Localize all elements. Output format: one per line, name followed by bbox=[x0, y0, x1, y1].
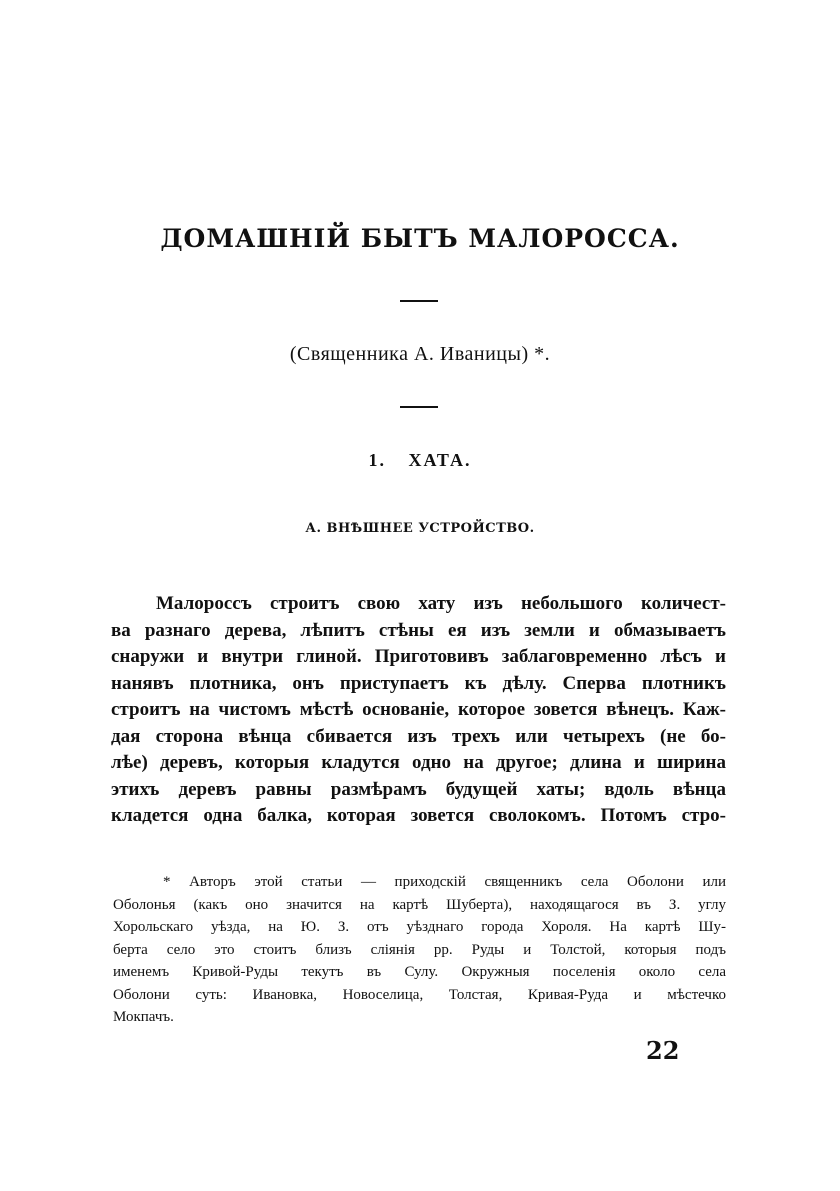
body-line: этихъ деревъ равны размѣрамъ будущей хаты; вдоль вѣнца bbox=[111, 778, 726, 800]
footnote-line: Оболонья (какъ оно значится на картѣ Шуберта), находящагося въ З. углу bbox=[113, 896, 726, 913]
body-line: лѣе) деревъ, которыя кладутся одно на другое; длина и ширина bbox=[111, 752, 726, 773]
author-line: (Священника А. Иваницы) *. bbox=[289, 343, 551, 365]
footnote-line: * Авторъ этой статьи — приходскій священникъ села Оболони или bbox=[163, 874, 726, 890]
page-number: 22 bbox=[646, 1036, 680, 1065]
chapter-title: ХАТА. bbox=[408, 450, 472, 470]
footnote-line: именемъ Кривой-Руды текутъ въ Сулу. Окружныя поселенія около села bbox=[113, 964, 726, 980]
chapter-heading bbox=[0, 450, 840, 471]
chapter-number: 1. bbox=[368, 450, 386, 470]
article-title: ДОМАШНІЙ БЫТЪ МАЛОРОССА. bbox=[160, 224, 680, 253]
body-line: ва разнаго дерева, лѣпитъ стѣны ея изъ земли и обмазываетъ bbox=[111, 619, 726, 641]
footnote bbox=[113, 871, 726, 1029]
body-line: строитъ на чистомъ мѣстѣ основаніе, которое зовется вѣнецъ. Каж- bbox=[111, 699, 726, 720]
body-line: кладется одна балка, которая зовется сволокомъ. Потомъ стро- bbox=[111, 805, 726, 826]
body-text bbox=[111, 591, 726, 830]
body-line: дая сторона вѣнца сбивается изъ трехъ или четырехъ (не бо- bbox=[111, 725, 726, 747]
title-divider bbox=[400, 300, 438, 302]
footnote-line: Хорольскаго уѣзда, на Ю. З. отъ уѣзднаго города Хороля. На картѣ Шу- bbox=[113, 919, 726, 935]
section-heading: А. ВНѢШНЕЕ УСТРОЙСТВО. bbox=[305, 521, 535, 536]
author-divider bbox=[400, 406, 438, 408]
body-line: нанявъ плотника, онъ приступаетъ къ дѣлу. Сперва плотникъ bbox=[111, 672, 726, 694]
footnote-line: Мокпачъ. bbox=[113, 1009, 174, 1025]
body-line: Малороссъ строитъ свою хату изъ небольшого количест- bbox=[156, 593, 726, 614]
footnote-line: берта село это стоитъ близъ сліянія рр. Руды и Толстой, которыя подъ bbox=[113, 941, 726, 958]
body-line: снаружи и внутри глиной. Приготовивъ заблаговременно лѣсъ и bbox=[111, 646, 726, 667]
footnote-line: Оболони суть: Ивановка, Новоселица, Толстая, Кривая-Руда и мѣстечко bbox=[113, 986, 726, 1003]
